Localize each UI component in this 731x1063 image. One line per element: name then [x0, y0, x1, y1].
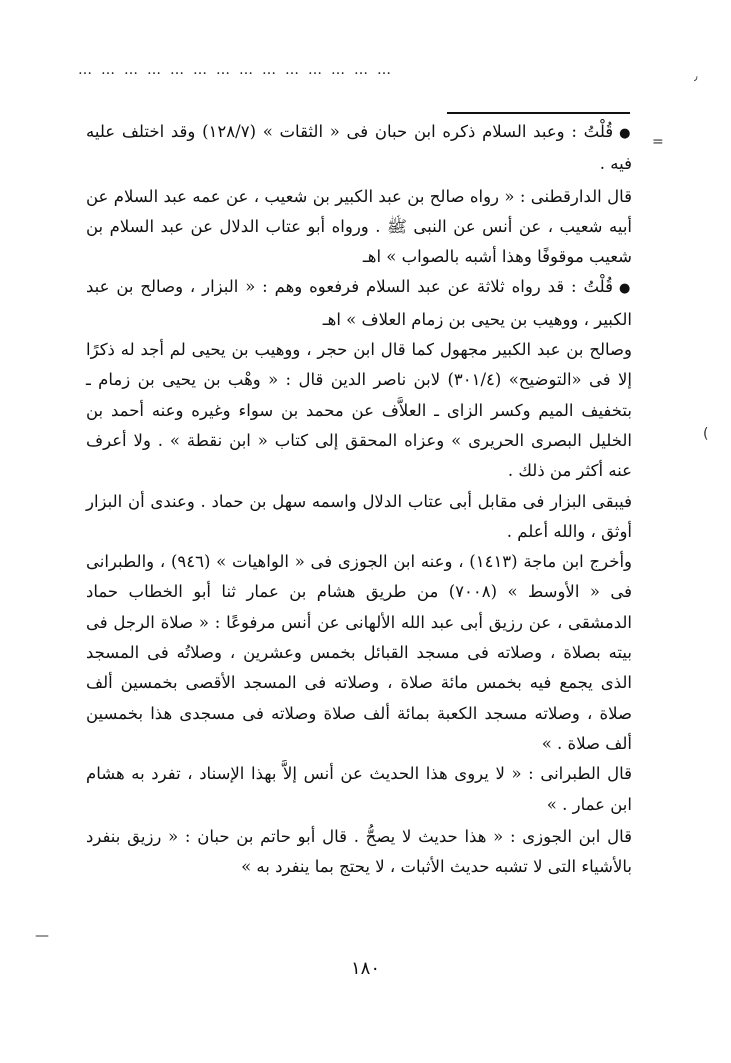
paragraph-text: قُلْتُ : وعبد السلام ذكره ابن حبان فى « الثقات » (١٢٨/٧) وقد اختلف عليه فيه . [86, 122, 632, 174]
paragraph-2 [86, 182, 632, 273]
paragraph-7 [86, 759, 632, 820]
paragraph-3 [86, 272, 632, 335]
paragraph-text: فيبقى البزار فى مقابل أبى عتاب الدلال واسمه سهل بن حماد . وعندى أن البزار أوثق ، والله أعلم . [86, 491, 632, 541]
paragraph-1 [86, 117, 632, 180]
header-rule [447, 112, 630, 114]
margin-dash-mark: — [35, 928, 49, 944]
paragraph-8 [86, 822, 632, 883]
paragraph-6 [86, 547, 632, 759]
paragraph-text: قال الطبرانى : « لا يروى هذا الحديث عن أنس إلاَّ بهذا الإسناد ، تفرد به هشام ابن عمار . » [86, 764, 632, 814]
paragraph-text: وصالح بن عبد الكبير مجهول كما قال ابن حجر ، ووهيب بن يحيى لم أجد له ذكرًا إلا فى «التوضيح» (٣٠١/٤) لابن ناصر الدين قال : « وهْب بن يحيى بن زمام ـ بتخفيف الميم وكسر الزاى ـ العلاَّف عن محمد بن سواء وغيره وعنه أحمد بن الخليل البصرى الحريرى » وعزاه المحقق إلى كتاب « ابن نقطة » . ولا أعرف عنه أكثر من ذلك . [86, 340, 632, 481]
margin-equals-mark: = [652, 134, 664, 150]
header-dotted-leader: …………………………………… [78, 62, 400, 78]
paragraph-5 [86, 487, 632, 548]
paragraph-text: قال الدارقطنى : « رواه صالح بن عبد الكبير بن شعيب ، عن عمه عبد السلام عن أبيه شعيب ، عن أنس عن النبى ﷺ . ورواه أبو عتاب الدلال عن عبد السلام بن شعيب موقوفًا وهذا أشبه بالصواب » اهـ [86, 186, 632, 267]
body-text [86, 117, 632, 882]
paragraph-text: وأخرج ابن ماجة (١٤١٣) ، وعنه ابن الجوزى فى « الواهيات » (٩٤٦) ، والطبرانى فى « الأوسط » (٧٠٠٨) من طريق هشام بن عمار ثنا أبو الخطاب حماد الدمشقى ، عن رزيق أبى عبد الله الألهانى عن أنس مرفوعًا : « صلاة الرجل فى بيته بصلاة ، وصلاته فى مسجد القبائل بخمس وعشرين ، وصلاتُه فى المسجد الذى يجمع فيه بخمس مائة صلاة ، وصلاته فى المسجد الأقصى بخمسين ألف صلاة ، وصلاته مسجد الكعبة بمائة ألف صلاة وصلاته فى مسجدى هذا بخمسين ألف صلاة . » [86, 552, 632, 753]
margin-tick-mark: ٫ [694, 70, 698, 83]
paragraph-text: قُلْتُ : قد رواه ثلاثة عن عبد السلام فرفعوه وهم : « البزار ، وصالح بن عبد الكبير ، ووهيب بن يحيى بن زمام العلاف » اهـ [86, 277, 632, 329]
bullet-icon: ● [619, 281, 633, 297]
bullet-icon: ● [619, 126, 632, 141]
paragraph-text: قال ابن الجوزى : « هذا حديث لا يصحُّ . قال أبو حاتم بن حبان : « رزيق بنفرد بالأشياء التى لا تشبه حديث الأثبات ، لا يحتج بما ينفرد به » [86, 826, 632, 877]
page-number: ١٨٠ [350, 958, 380, 979]
margin-paren-mark: ( [703, 426, 709, 442]
paragraph-4 [86, 335, 632, 486]
